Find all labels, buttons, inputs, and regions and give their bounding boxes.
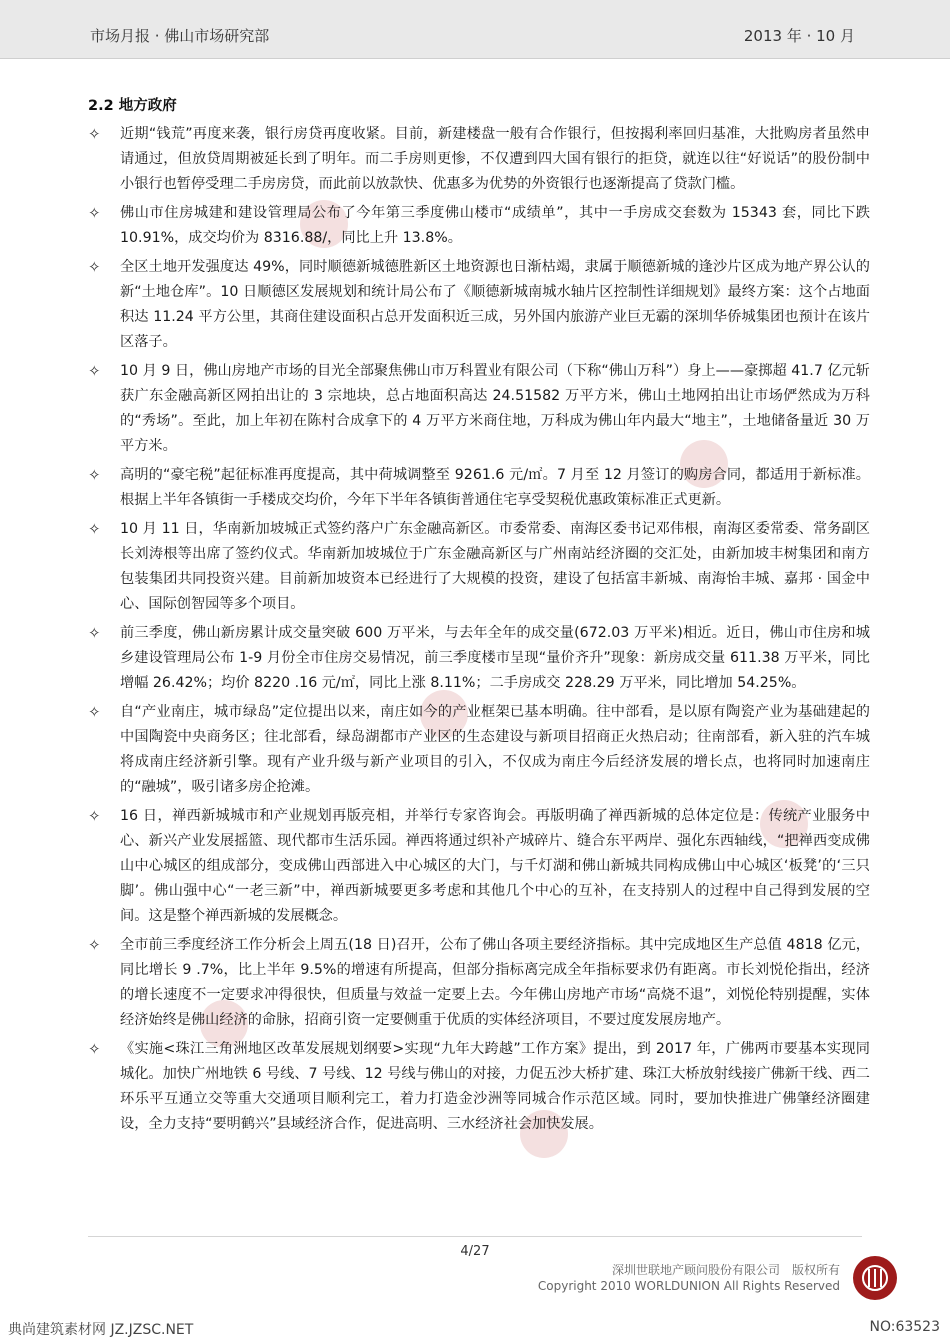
bullet-icon: ✧ bbox=[88, 807, 101, 825]
bullet-icon: ✧ bbox=[88, 125, 101, 143]
list-item bbox=[88, 122, 870, 197]
list-item bbox=[88, 804, 870, 929]
report-date: 2013 年 · 10 月 bbox=[743, 27, 855, 45]
list-item bbox=[88, 201, 870, 251]
list-item bbox=[88, 255, 870, 355]
bullet-icon: ✧ bbox=[88, 466, 101, 484]
bullet-icon: ✧ bbox=[88, 936, 101, 954]
list-item-text: 自“产业南庄，城市绿岛”定位提出以来，南庄如今的产业框架已基本明确。往中部看，是以原有陶瓷产业为基础建起的中国陶瓷中央商务区；往北部看，绿岛湖都市产业区的生态建设与新项目招商正火热启动；往南部看，新入驻的汽车城将成南庄经济新引擎。现有产业升级与新产业项目的引入，不仅成为南庄今后经济发展的增长点，也将同时加速南庄的“融城”，吸引诸多房企抢滩。 bbox=[120, 704, 870, 795]
list-item bbox=[88, 700, 870, 800]
list-item-text: 10 月 11 日，华南新加坡城正式签约落户广东金融高新区。市委常委、南海区委书记邓伟根，南海区委常委、常务副区长刘涛根等出席了签约仪式。华南新加坡城位于广东金融高新区与广州南站经济圈的交汇处，由新加坡丰树集团和南方包装集团共同投资兴建。目前新加坡资本已经进行了大规模的投资，建设了包括富丰新城、南海怡丰城、嘉邦 · 国金中心、国际创智园等多个项目。 bbox=[120, 521, 870, 612]
list-item-text: 佛山市住房城建和建设管理局公布了今年第三季度佛山楼市“成绩单”，其中一手房成交套数为 15343 套，同比下跌 10.91%，成交均价为 8316.88/，同比上升 13.8%。 bbox=[120, 205, 870, 246]
footer-company: 深圳世联地产顾问股份有限公司 版权所有 bbox=[611, 1263, 840, 1277]
bullet-icon: ✧ bbox=[88, 204, 101, 222]
bullet-icon: ✧ bbox=[88, 1040, 101, 1058]
bullet-icon: ✧ bbox=[88, 703, 101, 721]
news-list bbox=[88, 122, 870, 1141]
site-watermark-id: NO:63523 bbox=[869, 1319, 940, 1335]
list-item-text: 近期“钱荒”再度来袭，银行房贷再度收紧。目前，新建楼盘一般有合作银行，但按揭利率回归基准，大批购房者虽然申请通过，但放贷周期被延长到了明年。而二手房则更惨，不仅遭到四大国有银行的拒贷，就连以往“好说话”的股份制中小银行也暂停受理二手房房贷，而此前以放款快、优惠多为优势的外资银行也逐渐提高了贷款门槛。 bbox=[120, 126, 870, 192]
footer-divider bbox=[88, 1236, 862, 1237]
footer-copyright: Copyright 2010 WORLDUNION All Rights Reserved bbox=[537, 1279, 840, 1293]
list-item bbox=[88, 463, 870, 513]
bullet-icon: ✧ bbox=[88, 520, 101, 538]
list-item-text: 10 月 9 日，佛山房地产市场的目光全部聚焦佛山市万科置业有限公司（下称“佛山万科”）身上——豪掷超 41.7 亿元斩获广东金融高新区网拍出让的 3 宗地块，总占地面积高达 24.51582 万平方米，佛山土地网拍出让市场俨然成为万科的“秀场”。至此，加上年初在陈村合成拿下的 4 万平方米商住地，万科成为佛山年内最大“地主”，土地储备量近 30 万平方米。 bbox=[120, 363, 870, 454]
worldunion-logo-icon bbox=[853, 1256, 897, 1300]
list-item bbox=[88, 359, 870, 459]
list-item-text: 全市前三季度经济工作分析会上周五(18 日)召开，公布了佛山各项主要经济指标。其中完成地区生产总值 4818 亿元，同比增长 9 .7%，比上半年 9.5%的增速有所提高，但部分指标离完成全年指标要求仍有距离。市长刘悦伦指出，经济的增长速度不一定要求冲得很快，但质量与效益一定要上去。今年佛山房地产市场“高烧不退”，刘悦伦特别提醒，实体经济始终是佛山经济的命脉，招商引资一定要侧重于优质的实体经济项目，不要过度发展房地产。 bbox=[120, 937, 870, 1028]
list-item-text: 16 日，禅西新城城市和产业规划再版亮相，并举行专家咨询会。再版明确了禅西新城的总体定位是：传统产业服务中心、新兴产业发展摇篮、现代都市生活乐园。禅西将通过织补产城碎片、缝合东平两岸、强化东西轴线，“把禅西变成佛山中心城区的组成部分，变成佛山西部进入中心城区的大门，与千灯湖和佛山新城共同构成佛山中心城区‘板凳’的‘三只脚’。佛山强中心“一老三新”中，禅西新城要更多考虑和其他几个中心的互补，在支持别人的过程中自己得到发展的空间。这是整个禅西新城的发展概念。 bbox=[120, 808, 870, 924]
list-item-text: 全区土地开发强度达 49%，同时顺德新城德胜新区土地资源也日渐枯竭，隶属于顺德新城的逢沙片区成为地产界公认的新“土地仓库”。10 日顺德区发展规划和统计局公布了《顺德新城南城水轴片区控制性详细规划》最终方案：这个占地面积达 11.24 平方公里，其商住建设面积占总开发面积近三成，另外国内旅游产业巨无霸的深圳华侨城集团也预计在该片区落子。 bbox=[120, 259, 870, 350]
bullet-icon: ✧ bbox=[88, 362, 101, 380]
report-title: 市场月报 · 佛山市场研究部 bbox=[90, 27, 270, 45]
page-number: 4/27 bbox=[460, 1244, 490, 1259]
bullet-icon: ✧ bbox=[88, 258, 101, 276]
list-item bbox=[88, 517, 870, 617]
list-item bbox=[88, 933, 870, 1033]
list-item bbox=[88, 621, 870, 696]
list-item bbox=[88, 1037, 870, 1137]
bullet-icon: ✧ bbox=[88, 624, 101, 642]
site-watermark-text: 典尚建筑素材网 JZ.JZSC.NET bbox=[8, 1322, 194, 1338]
list-item-text: 高明的“豪宅税”起征标准再度提高，其中荷城调整至 9261.6 元/㎡。7 月至 12 月签订的购房合同，都适用于新标准。根据上半年各镇街一手楼成交均价，今年下半年各镇街普通住宅享受契税优惠政策标准正式更新。 bbox=[120, 467, 870, 508]
page-header bbox=[0, 0, 950, 59]
list-item-text: 前三季度，佛山新房累计成交量突破 600 万平米，与去年全年的成交量(672.03 万平米)相近。近日，佛山市住房和城乡建设管理局公布 1-9 月份全市住房交易情况，前三季度楼市呈现“量价齐升”现象：新房成交量 611.38 万平米，同比增幅 26.42%；均价 8220 .16 元/㎡，同比上涨 8.11%；二手房成交 228.29 万平米，同比增加 54.25%。 bbox=[120, 625, 870, 691]
section-title: 2.2 地方政府 bbox=[88, 98, 177, 114]
list-item-text: 《实施<珠江三角洲地区改革发展规划纲要>实现“九年大跨越”工作方案》提出，到 2017 年，广佛两市要基本实现同城化。加快广州地铁 6 号线、7 号线、12 号线与佛山的对接，力促五沙大桥扩建、珠江大桥放射线接广佛新干线、西二环乐平互通立交等重大交通项目顺利完工，着力打造金沙洲等同城合作示范区域。同时，要加快推进广佛肇经济圈建设，全力支持“要明鹤兴”县域经济合作，促进高明、三水经济社会加快发展。 bbox=[120, 1041, 870, 1132]
